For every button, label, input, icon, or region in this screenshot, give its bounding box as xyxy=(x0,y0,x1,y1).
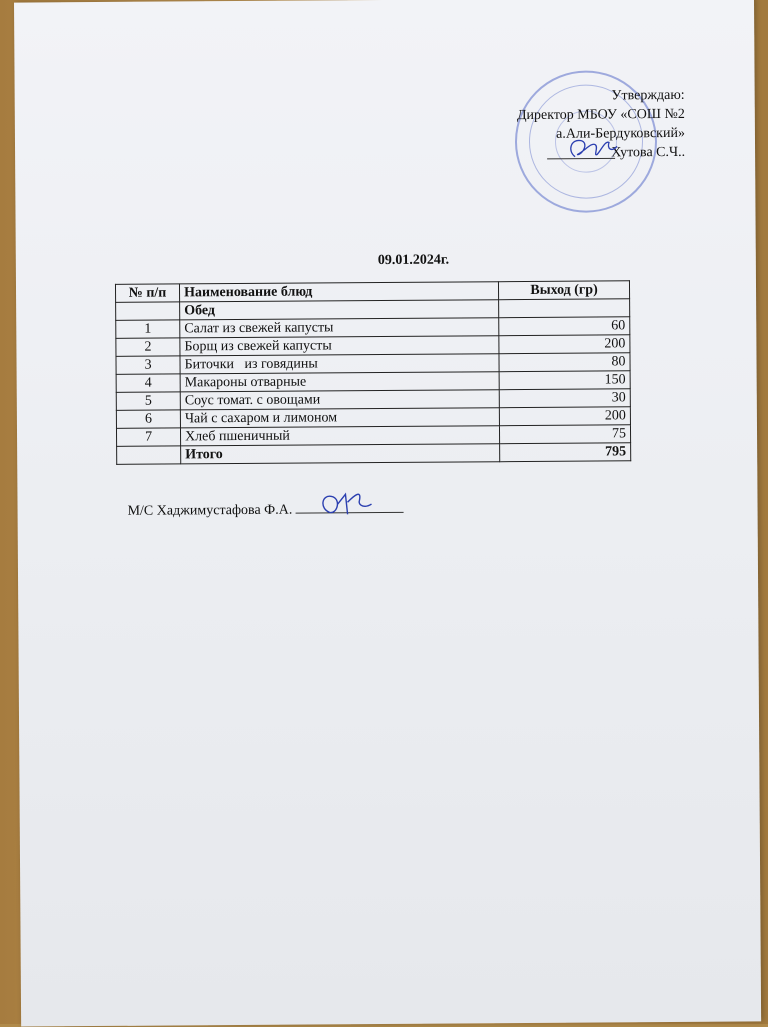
row-dish: Борщ из свежей капусты xyxy=(180,336,499,356)
row-output: 200 xyxy=(499,335,630,354)
row-num: 2 xyxy=(116,338,180,356)
menu-date: 09.01.2024г. xyxy=(377,252,450,269)
nurse-signature xyxy=(315,484,385,522)
row-output: 200 xyxy=(499,407,630,426)
row-dish: Биточки из говядины xyxy=(180,354,499,374)
approval-director-name: Хутова С.Ч.. xyxy=(611,144,686,161)
row-output: 80 xyxy=(499,353,630,372)
row-num: 1 xyxy=(116,320,180,338)
total-value: 795 xyxy=(500,443,631,462)
nurse-name: М/С Хаджимустафова Ф.А. xyxy=(127,502,293,519)
row-output: 150 xyxy=(499,371,630,390)
director-signature xyxy=(545,128,635,167)
row-dish: Хлеб пшеничный xyxy=(180,426,499,446)
row-output: 75 xyxy=(499,425,630,444)
row-dish: Чай с сахаром и лимоном xyxy=(180,408,499,428)
header-num: № п/п xyxy=(115,284,179,302)
row-dish: Салат из свежей капусты xyxy=(180,318,499,338)
row-dish: Макароны отварные xyxy=(180,372,499,392)
row-num: 7 xyxy=(116,428,180,446)
approval-school-name: а.Али-Бердуковский» xyxy=(556,125,685,142)
section-label: Обед xyxy=(180,300,499,320)
row-dish: Соус томат. с овощами xyxy=(180,390,499,410)
row-output: 60 xyxy=(499,317,630,336)
row-num: 5 xyxy=(116,392,180,410)
row-num: 3 xyxy=(116,356,180,374)
approval-heading: Утверждаю: xyxy=(611,87,685,104)
header-output: Выход (гр) xyxy=(498,281,629,300)
total-label: Итого xyxy=(181,444,500,464)
header-name: Наименование блюд xyxy=(179,282,498,302)
row-num: 6 xyxy=(116,410,180,428)
menu-table xyxy=(115,280,631,465)
row-num: 4 xyxy=(116,374,180,392)
document-page xyxy=(14,0,761,1027)
approval-director-title: Директор МБОУ «СОШ №2 xyxy=(516,106,685,124)
table-total-row xyxy=(117,443,631,465)
row-output: 30 xyxy=(499,389,630,408)
